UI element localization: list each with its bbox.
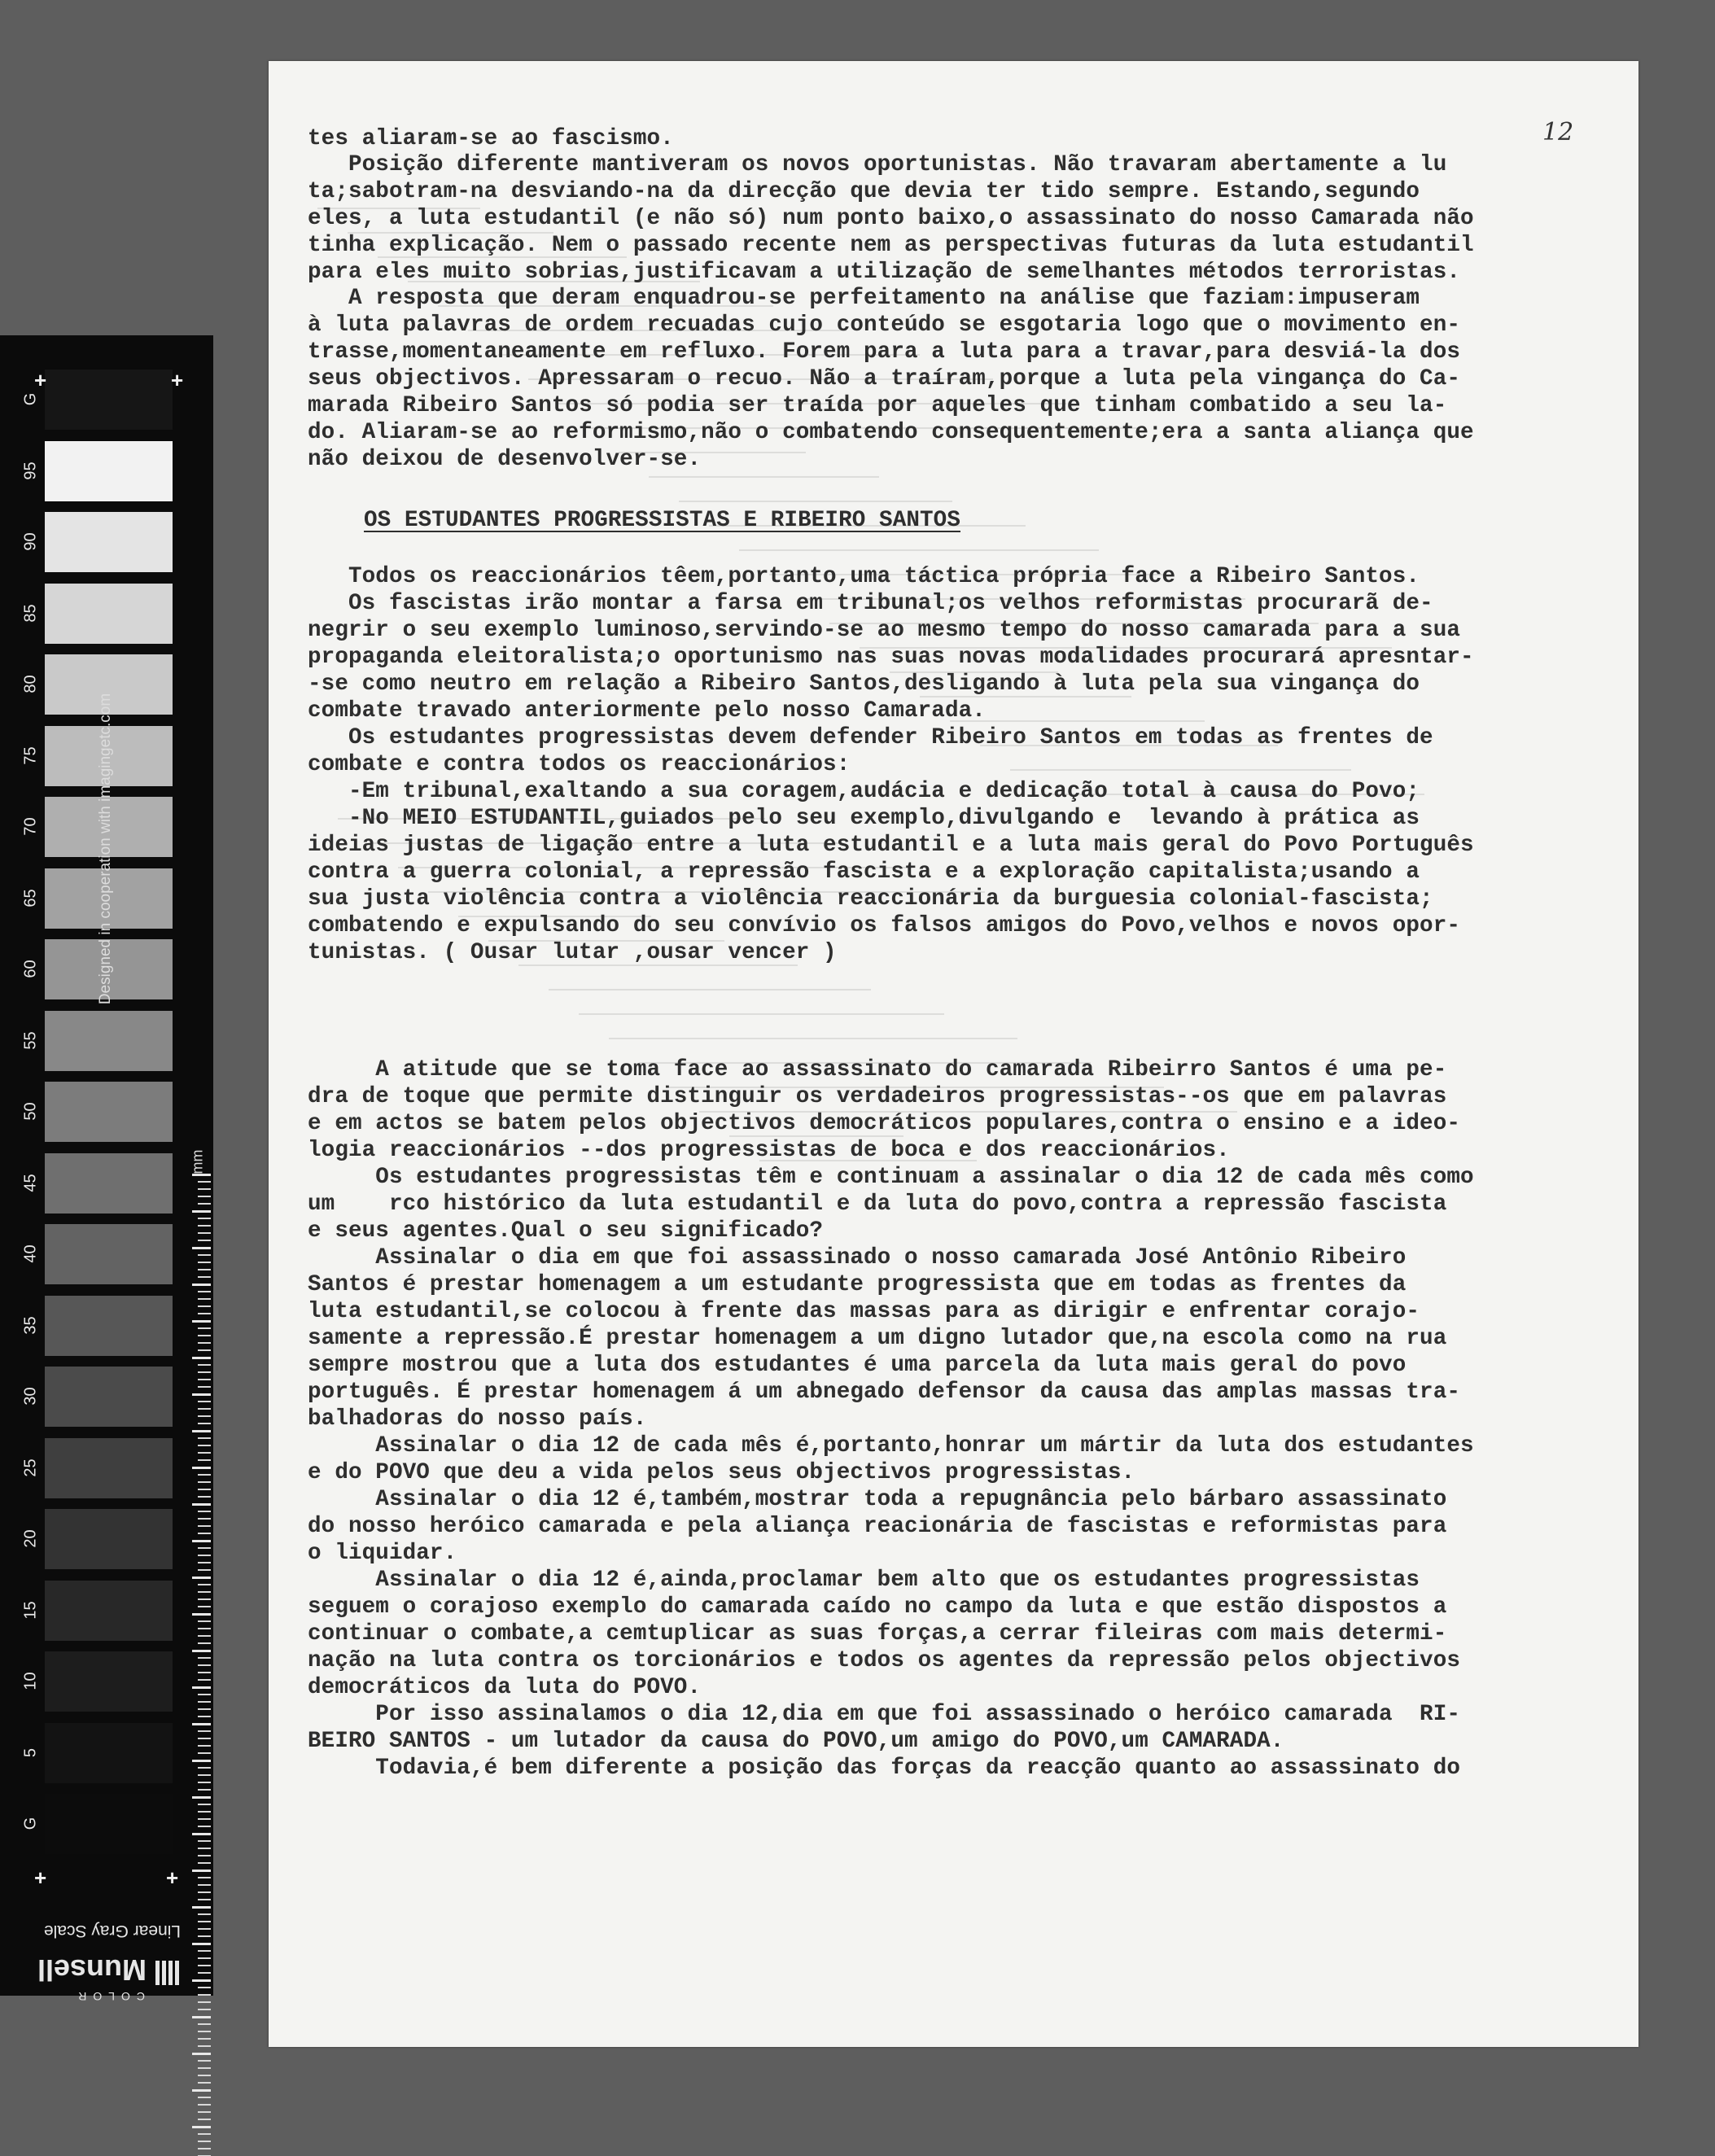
brand-name: Munsell — [37, 1953, 147, 1987]
text-line: sempre mostrou que a luta dos estudantes é uma parcela da luta mais geral do povo — [308, 1353, 1407, 1378]
linear-gray-scale-label: Linear Gray Scale — [43, 1922, 182, 1940]
text-line: seguem o corajoso exemplo do camarada caído no campo da luta e que estão dispostos a — [308, 1594, 1447, 1620]
text-line: Os estudantes progressistas têm e continuam a assinalar o dia 12 de cada mês como — [308, 1165, 1474, 1190]
text-line: A resposta que deram enquadrou-se perfeitamento na análise que faziam:impuseram — [308, 286, 1420, 311]
gray-patch — [45, 1367, 173, 1427]
text-line: combate travado anteriormente pelo nosso Camarada. — [308, 698, 986, 724]
gray-patch — [45, 1153, 173, 1214]
gray-patch-label: 40 — [21, 1244, 40, 1263]
text-line: Todos os reaccionários têem,portanto,uma táctica própria face a Ribeiro Santos. — [308, 564, 1420, 589]
text-line: negrir o seu exemplo luminoso,servindo-se ao mesmo tempo do nosso camarada para a sua — [308, 618, 1461, 643]
text-line: seus objectivos. Apressaram o recuo. Não a traíram,porque a luta pela vingança do Ca- — [308, 366, 1461, 391]
text-line: do nosso heróico camarada e pela aliança reacionária de fascistas e reformistas para — [308, 1514, 1447, 1539]
gray-patch-label: 25 — [21, 1458, 40, 1477]
gray-patch — [45, 1581, 173, 1641]
text-line: o liquidar. — [308, 1541, 457, 1566]
gray-patch — [45, 1723, 173, 1783]
mm-ruler-major-ticks — [192, 1174, 211, 2156]
show-through-stroke — [950, 720, 1205, 722]
text-line: Por isso assinalamos o dia 12,dia em que foi assassinado o heróico camarada RI- — [308, 1702, 1461, 1727]
gray-patch-label: 15 — [21, 1600, 40, 1620]
gray-patch — [45, 441, 173, 501]
gray-patch-label: 70 — [21, 817, 40, 836]
gray-patch-label: 65 — [21, 888, 40, 907]
text-line: sua justa violência contra a violência reaccionária da burguesia colonial-fascista; — [308, 886, 1433, 912]
gray-patch-label: 35 — [21, 1315, 40, 1335]
show-through-stroke — [549, 989, 871, 991]
gray-patch-label: 30 — [21, 1387, 40, 1406]
text-line: logia reaccionários --dos progressistas de boca e dos reaccionários. — [308, 1138, 1230, 1163]
gray-patch — [45, 1296, 173, 1356]
text-line: Assinalar o dia em que foi assassinado o nosso camarada José Antônio Ribeiro — [308, 1245, 1407, 1270]
show-through-stroke — [679, 501, 952, 502]
gray-patch — [45, 512, 173, 572]
plus-mark-bottom-right: + — [166, 1865, 179, 1890]
text-line: combate e contra todos os reaccionários: — [308, 752, 851, 777]
plus-mark-top-right: + — [171, 368, 184, 392]
credit-text: Designed in cooperation with imagingetc.com — [97, 693, 114, 1005]
gray-patch — [45, 370, 173, 430]
gray-patch-label: 10 — [21, 1672, 40, 1690]
text-line: eles, a luta estudantil (e não só) num ponto baixo,o assassinato do nosso Camarada não — [308, 206, 1474, 231]
text-line: Todavia,é bem diferente a posição das forças da reacção quanto ao assassinato do — [308, 1756, 1461, 1781]
text-line: nação na luta contra os torcionários e todos os agentes da repressão pelos objectivos — [308, 1648, 1461, 1673]
gray-patch-label: 5 — [21, 1747, 40, 1757]
typewritten-page — [269, 61, 1638, 2047]
text-line: ideias justas de ligação entre a luta estudantil e a luta mais geral do Povo Português — [308, 833, 1474, 858]
gray-patch-label: 55 — [21, 1030, 40, 1050]
munsell-logo-icon — [155, 1961, 179, 1985]
brand-sub-label: COLOR — [72, 1990, 145, 2003]
gray-patch-label: 20 — [21, 1529, 40, 1548]
text-line: Assinalar o dia 12 de cada mês é,portanto,honrar um mártir da luta dos estudantes — [308, 1433, 1474, 1458]
gray-patch-label: 60 — [21, 960, 40, 978]
text-line: tes aliaram-se ao fascismo. — [308, 126, 674, 151]
text-line: luta estudantil,se colocou à frente das massas para as dirigir e enfrentar corajo- — [308, 1299, 1420, 1324]
text-line: não deixou de desenvolver-se. — [308, 447, 702, 472]
text-line: Os estudantes progressistas devem defender Ribeiro Santos em todas as frentes de — [308, 725, 1433, 750]
gray-patch — [45, 1794, 173, 1854]
text-line: marada Ribeiro Santos só podia ser traída por aqueles que tinham combatido a seu la- — [308, 393, 1447, 418]
text-line: dra de toque que permite distinguir os verdadeiros progressistas--os que em palavras — [308, 1084, 1447, 1109]
text-line: contra a guerra colonial, a repressão fascista e a exploração capitalista;usando a — [308, 859, 1420, 885]
show-through-stroke — [739, 549, 1099, 551]
show-through-stroke — [1010, 769, 1351, 771]
gray-patch-label: G — [21, 1817, 40, 1830]
text-line: tunistas. ( Ousar lutar ,ousar vencer ) — [308, 940, 837, 965]
section-heading: OS ESTUDANTES PROGRESSISTAS E RIBEIRO SANTOS — [364, 508, 960, 533]
gray-patch-label: 75 — [21, 746, 40, 765]
text-line: ta;sabotram-na desviando-na da direcção que devia ter tido sempre. Estando,segundo — [308, 179, 1420, 204]
text-line: combatendo e expulsando do seu convívio os falsos amigos do Povo,velhos e novos opor- — [308, 913, 1461, 938]
text-line: e em actos se batem pelos objectivos democráticos populares,contra o ensino e a ideo- — [308, 1111, 1461, 1136]
text-line: democráticos da luta do POVO. — [308, 1675, 702, 1700]
text-line: Santos é prestar homenagem a um estudante progressista que em todas as frentes da — [308, 1272, 1407, 1297]
text-line: e seus agentes.Qual o seu significado? — [308, 1218, 824, 1244]
text-line: -se como neutro em relação a Ribeiro Santos,desligando à luta pela sua vingança do — [308, 671, 1420, 697]
show-through-stroke — [649, 476, 879, 478]
gray-patch — [45, 1509, 173, 1569]
text-line: A atitude que se toma face ao assassinato do camarada Ribeirro Santos é uma pe- — [308, 1057, 1447, 1082]
text-line: balhadoras do nosso país. — [308, 1406, 647, 1432]
text-line: propaganda eleitoralista;o oportunismo nas suas novas modalidades procurará apresntar- — [308, 645, 1474, 670]
gray-patch-label: 45 — [21, 1173, 40, 1192]
gray-patch-label: 80 — [21, 675, 40, 693]
gray-patch — [45, 1224, 173, 1284]
text-line: um rco histórico da luta estudantil e da luta do povo,contra a repressão fascista — [308, 1192, 1447, 1217]
text-line: português. É prestar homenagem á um abnegado defensor da causa das amplas massas tra- — [308, 1380, 1461, 1405]
text-line: Assinalar o dia 12 é,também,mostrar toda a repugnância pelo bárbaro assassinato — [308, 1487, 1447, 1512]
text-line: para eles muito sobrias,justificavam a utilização de semelhantes métodos terroristas. — [308, 260, 1461, 285]
text-line: à luta palavras de ordem recuadas cujo conteúdo se esgotaria logo que o movimento en- — [308, 313, 1461, 338]
gray-patch-label: G — [21, 392, 40, 406]
text-line: -Em tribunal,exaltando a sua coragem,audácia e dedicação total à causa do Povo; — [308, 779, 1420, 804]
show-through-stroke — [579, 1013, 944, 1015]
text-line: tinha explicação. Nem o passado recente nem as perspectivas futuras da luta estudantil — [308, 233, 1474, 258]
page-number: 12 — [1542, 118, 1574, 147]
gray-patch — [45, 1438, 173, 1498]
gray-patch-label: 50 — [21, 1102, 40, 1121]
gray-patch-label: 90 — [21, 532, 40, 551]
text-line: Assinalar o dia 12 é,ainda,proclamar bem alto que os estudantes progressistas — [308, 1568, 1420, 1593]
plus-mark-top-left: + — [34, 368, 47, 392]
plus-mark-bottom-left: + — [34, 1865, 47, 1890]
text-line: continuar o combate,a cemtuplicar as suas forças,a cerrar fileiras com mais determi- — [308, 1621, 1447, 1647]
gray-scale-card — [0, 335, 213, 1996]
text-line: e do POVO que deu a vida pelos seus objectivos progressistas. — [308, 1460, 1135, 1485]
text-line: samente a repressão.É prestar homenagem a um digno lutador que,na escola como na rua — [308, 1326, 1447, 1351]
text-line: BEIRO SANTOS - um lutador da causa do POVO,um amigo do POVO,um CAMARADA. — [308, 1729, 1284, 1754]
text-line: do. Aliaram-se ao reformismo,não o combatendo consequentemente;era a santa aliança que — [308, 420, 1474, 445]
gray-patch — [45, 1651, 173, 1712]
text-line: -No MEIO ESTUDANTIL,guiados pelo seu exemplo,divulgando e levando à prática as — [308, 806, 1420, 831]
gray-patch-label: 95 — [21, 461, 40, 480]
text-line: Posição diferente mantiveram os novos oportunistas. Não travaram abertamente a lu — [308, 152, 1447, 177]
show-through-stroke — [609, 1038, 1017, 1039]
text-line: Os fascistas irão montar a farsa em tribunal;os velhos reformistas procurarã de- — [308, 591, 1433, 616]
gray-patch-label: 85 — [21, 603, 40, 623]
text-line: trasse,momentaneamente em refluxo. Forem para a luta para a travar,para desviá-la dos — [308, 339, 1461, 365]
mm-label: mm — [189, 1149, 206, 1174]
munsell-brand — [33, 1949, 179, 2003]
